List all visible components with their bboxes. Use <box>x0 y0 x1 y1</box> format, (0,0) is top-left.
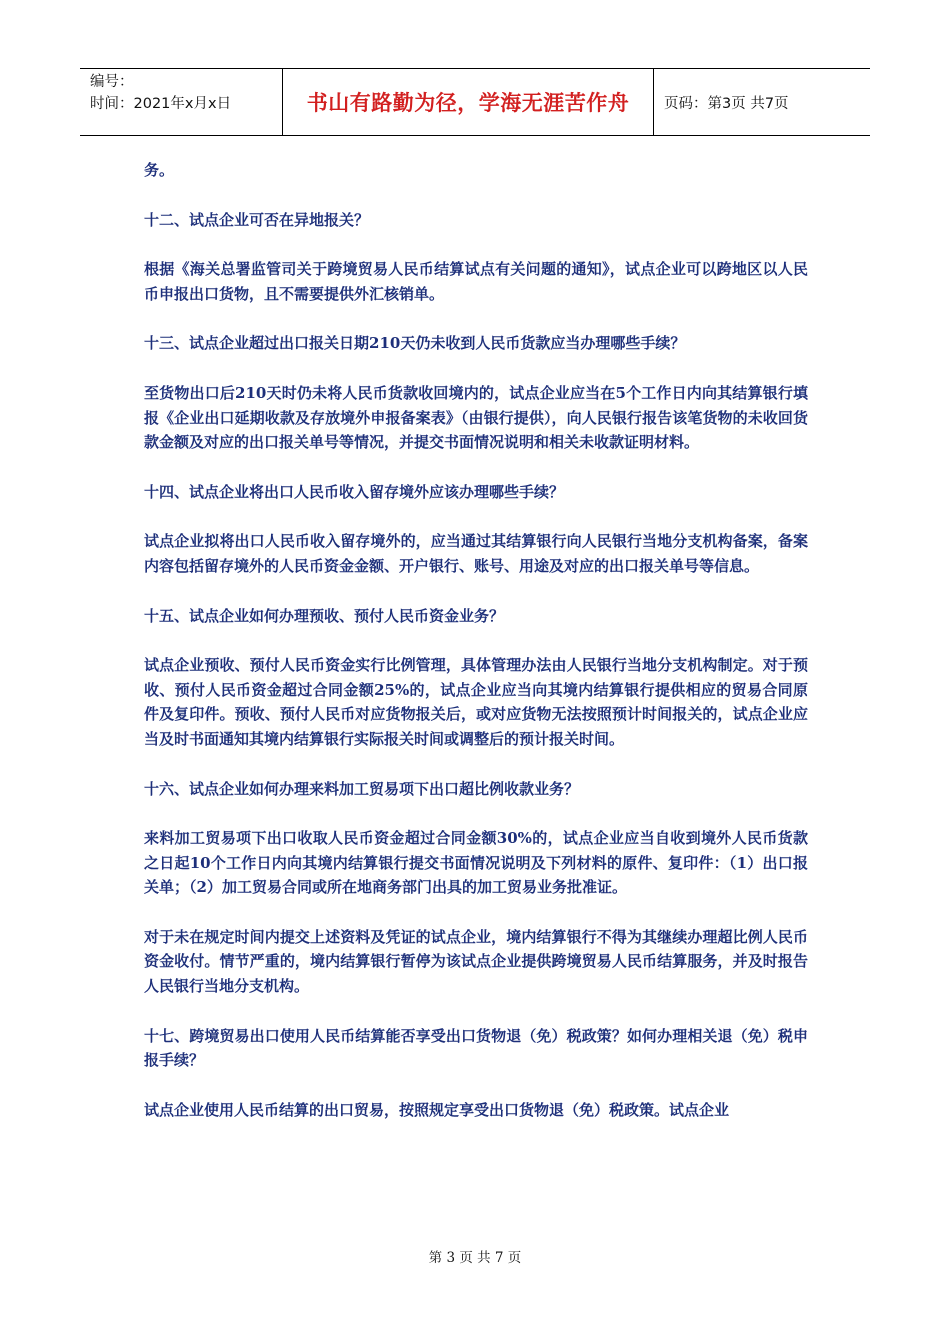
number-label: 编号： <box>90 74 134 90</box>
heading-16: 十六、试点企业如何办理来料加工贸易项下出口超比例收款业务？ <box>144 779 580 798</box>
motto-text: 书山有路勤为径，学海无涯苦作舟 <box>306 91 630 115</box>
paragraph: 试点企业预收、预付人民币资金实行比例管理，具体管理办法由人民银行当地分支机构制定。对于预收、预付人民币资金超过合同金额25%的，试点企业应当向其境内结算银行提供相应的贸易合同原件及复印件。预收、预付人民币对应货物报关后，或对应货物无法按照预计时间报关的，试点企业应当及时书面通知其境内结算银行实际报关时间或调整后的预计报关时间。 <box>144 656 808 748</box>
header-left-cell <box>80 69 282 135</box>
heading-14: 十四、试点企业将出口人民币收入留存境外应该办理哪些手续？ <box>144 482 565 501</box>
heading-13: 十三、试点企业超过出口报关日期210天仍未收到人民币货款应当办理哪些手续？ <box>144 334 686 353</box>
paragraph: 对于未在规定时间内提交上述资料及凭证的试点企业，境内结算银行不得为其继续办理超比例人民币资金收付。情节严重的，境内结算银行暂停为该试点企业提供跨境贸易人民币结算服务，并及时报告人民银行当地分支机构。 <box>144 927 808 996</box>
paragraph: 至货物出口后210天时仍未将人民币货款收回境内的，试点企业应当在5个工作日内向其结算银行填报《企业出口延期收款及存放境外申报备案表》（由银行提供），向人民银行报告该笔货物的未收回货款金额及对应的出口报关单号等情况，并提交书面情况说明和相关未收款证明材料。 <box>144 383 808 452</box>
time-label: 时间：2021年x月x日 <box>90 96 232 112</box>
header-page-cell <box>654 69 870 135</box>
paragraph: 来料加工贸易项下出口收取人民币资金超过合同金额30%的，试点企业应当自收到境外人民币货款之日起10个工作日内向其境内结算银行提交书面情况说明及下列材料的原件、复印件：（1）出口报关单；（2）加工贸易合同或所在地商务部门出具的加工贸易业务批准证。 <box>144 829 808 897</box>
page-footer <box>0 1246 950 1266</box>
paragraph: 根据《海关总署监管司关于跨境贸易人民币结算试点有关问题的通知》，试点企业可以跨地区以人民币申报出口货物，且不需要提供外汇核销单。 <box>144 260 808 303</box>
page-header <box>80 68 870 136</box>
paragraph: 试点企业拟将出口人民币收入留存境外的，应当通过其结算银行向人民银行当地分支机构备案，备案内容包括留存境外的人民币资金金额、开户银行、账号、用途及对应的出口报关单号等信息。 <box>144 532 808 575</box>
document-body <box>144 158 808 1147</box>
paragraph-continuation: 务。 <box>144 161 175 179</box>
heading-12: 十二、试点企业可否在异地报关？ <box>144 210 370 229</box>
header-motto-cell <box>282 69 654 135</box>
footer-page-number: 第 3 页 共 7 页 <box>428 1250 522 1266</box>
paragraph: 试点企业使用人民币结算的出口贸易，按照规定享受出口货物退（免）税政策。试点企业 <box>144 1100 730 1119</box>
heading-17: 十七、跨境贸易出口使用人民币结算能否享受出口货物退（免）税政策？如何办理相关退（免）税申报手续？ <box>144 1026 808 1070</box>
heading-15: 十五、试点企业如何办理预收、预付人民币资金业务？ <box>144 606 505 625</box>
page-label: 页码：第3页 共7页 <box>664 95 789 112</box>
